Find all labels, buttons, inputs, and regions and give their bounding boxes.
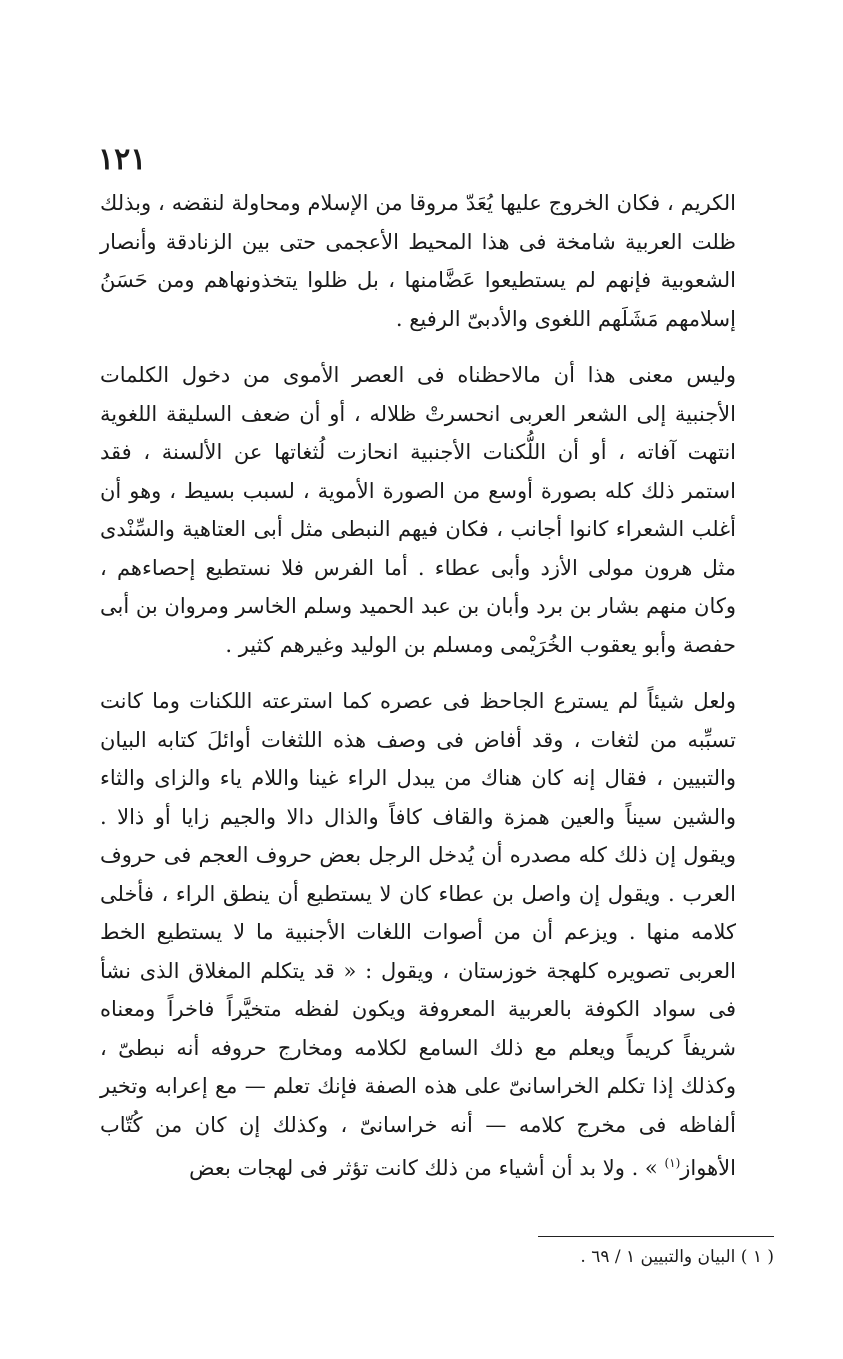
body-text	[100, 184, 736, 1188]
paragraph-3-text: ولعل شيئاً لم يسترع الجاحظ فى عصره كما استرعته اللكنات وما كانت تسبِّبه من لثغات ، وقد أفاض فى وصف هذه اللثغات أوائلَ كتابه البيان والتبيين ، فقال إنه كان هناك من يبدل الراء غينا واللام ياء والزاى والثاء والشين سيناً والعين همزة والقاف كافاً والذال دالا والجيم زايا أو ذالا . ويقول إن ذلك كله مصدره أن يُدخل الرجل بعض حروف العجم فى حروف العرب . ويقول إن واصل بن عطاء كان لا يستطيع أن ينطق الراء ، فأخلى كلامه منها . ويزعم أن من أصوات اللغات الأجنبية ما لا يستطيع الخط العربى تصويره كلهجة خوزستان ، ويقول : « قد يتكلم المغلاق الذى نشأ فى سواد الكوفة بالعربية المعروفة ويكون لفظه متخيَّراً فاخراً ومعناه شريفاً كريماً ويعلم مع ذلك السامع لكلامه ومخارج حروفه أنه نبطىّ ، وكذلك إذا تكلم الخراسانىّ على هذه الصفة فإنك تعلم — مع إعرابه وتخير ألفاظه فى مخرج كلامه — أنه خراسانىّ ، وكذلك إن كان من كُتّاب الأهواز	[100, 689, 736, 1180]
footnote: ( ١ ) البيان والتبيين ١ / ٦٩ .	[580, 1247, 774, 1267]
footnote-marker: (١)	[664, 1156, 681, 1170]
paragraph-2: وليس معنى هذا أن مالاحظناه فى العصر الأموى من دخول الكلمات الأجنبية إلى الشعر العربى انحسرتْ ظلاله ، أو أن ضعف السليقة اللغوية انتهت آفاته ، أو أن اللُّكنات الأجنبية انحازت لُثغاتها عن الألسنة ، فقد استمر ذلك كله بصورة أوسع من الصورة الأموية ، لسبب بسيط ، وهو أن أغلب الشعراء كانوا أجانب ، فكان فيهم النبطى مثل أبى العتاهية والسِّنْدى مثل هرون مولى الأزد وأبى عطاء . أما الفرس فلا نستطيع إحصاءهم ، وكان منهم بشار بن برد وأبان بن عبد الحميد وسلم الخاسر ومروان بن أبى حفصة وأبو يعقوب الخُرَيْمى ومسلم بن الوليد وغيرهم كثير .	[100, 363, 736, 657]
footnote-divider	[538, 1236, 774, 1237]
paragraph-3-end: » . ولا بد أن أشياء من ذلك كانت تؤثر فى لهجات بعض	[189, 1156, 665, 1180]
paragraph-1: الكريم ، فكان الخروج عليها يُعَدّ مروقا من الإسلام ومحاولة لنقضه ، وبذلك ظلت العربية شامخة فى هذا المحيط الأعجمى حتى بين الزنادقة وأنصار الشعوبية فإنهم لم يستطيعوا عَضَّامنها ، بل ظلوا يتخذونهاهم ومن حَسَنُ إسلامهم مَشَلَهم اللغوى والأدبىّ الرفيع .	[100, 191, 736, 331]
page-number: ١٢١	[98, 142, 147, 177]
paragraph-3	[100, 682, 736, 1188]
